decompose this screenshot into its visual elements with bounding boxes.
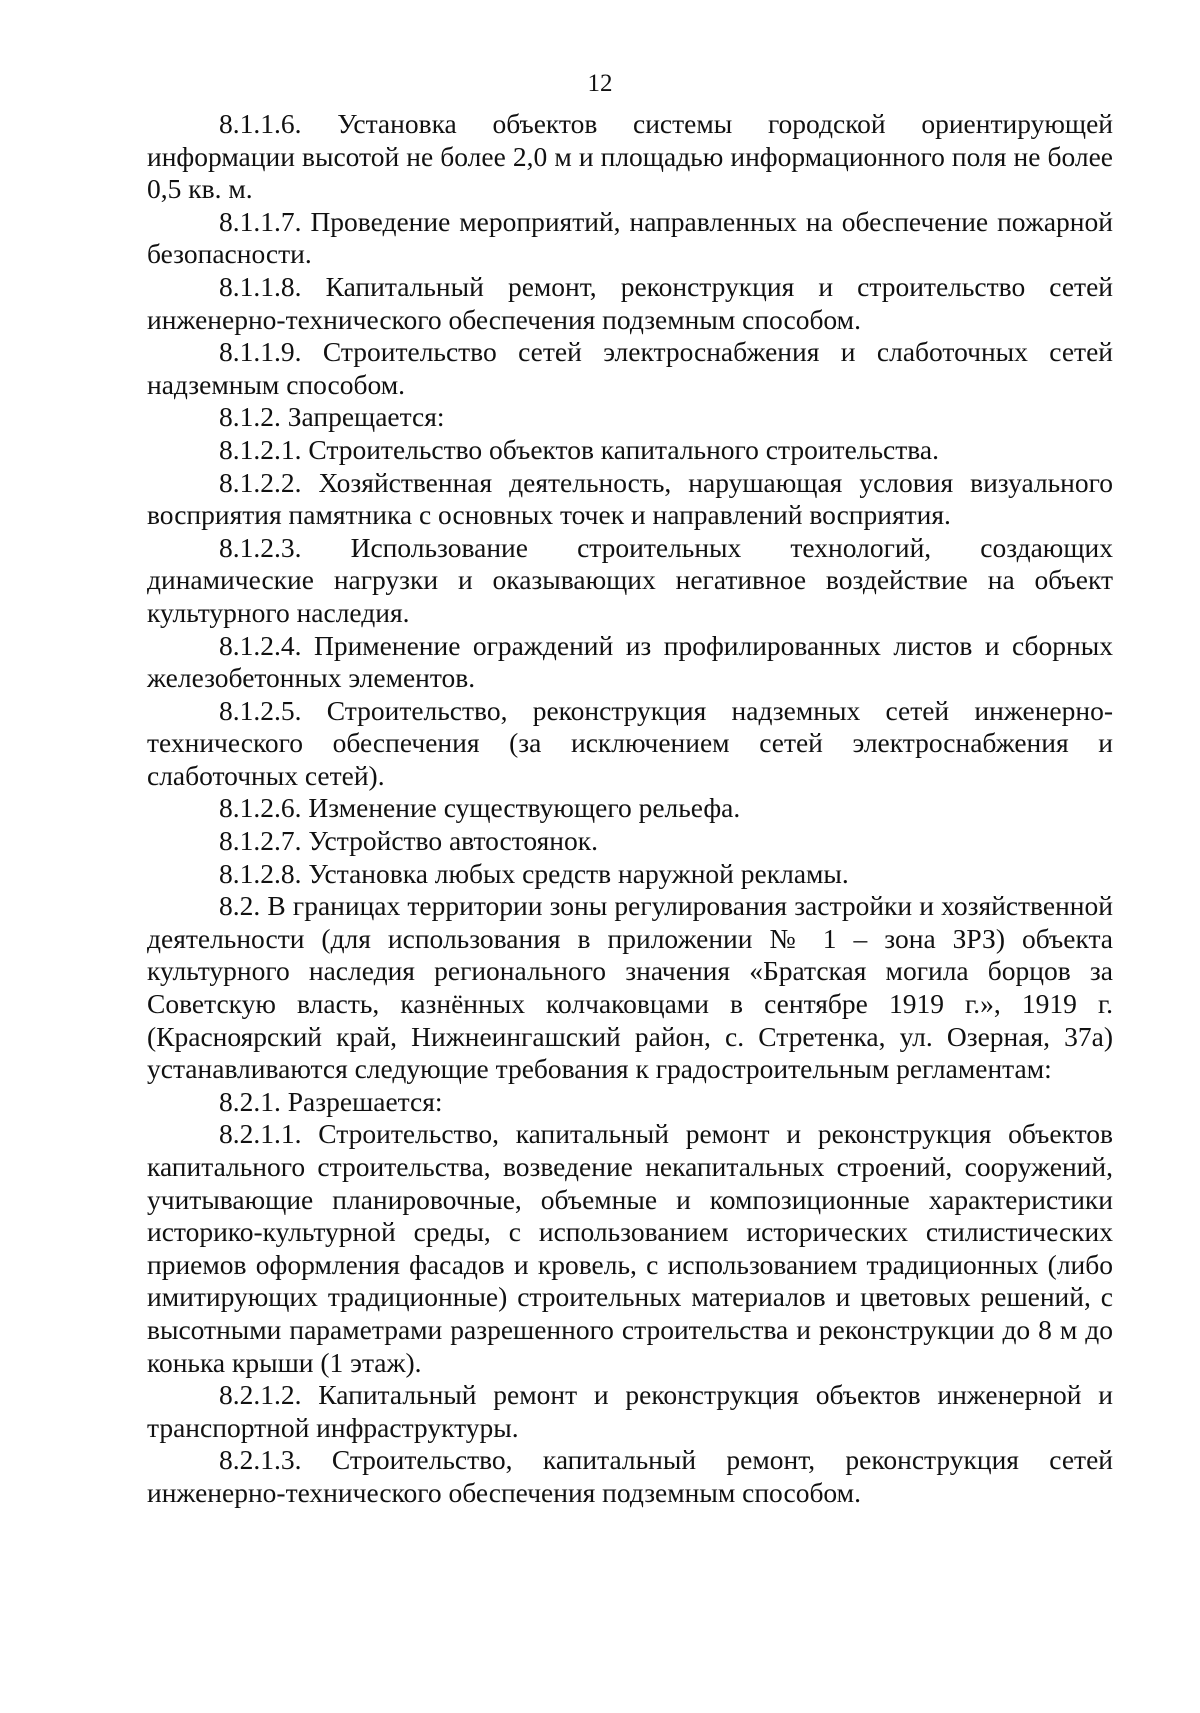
paragraph-8-2: 8.2. В границах территории зоны регулирования застройки и хозяйственной деятельности (для использования в приложении № 1 – зона ЗРЗ) объекта культурного наследия регионального значения «Братская могила борцов за Советскую власть, казнённых колчаковцами в сентябре 1919 г.», 1919 г. (Красноярский край, Нижнеингашский район, с. Стретенка, ул. Озерная, 37а) устанавливаются следующие требования к градостроительным регламентам: [147, 890, 1113, 1085]
paragraph-8-1-2-7: 8.1.2.7. Устройство автостоянок. [219, 825, 598, 857]
paragraph-8-2-1-2: 8.2.1.2. Капитальный ремонт и реконструкция объектов инженерной и транспортной инфраструктуры. [147, 1379, 1113, 1443]
paragraph-8-1-1-8: 8.1.1.8. Капитальный ремонт, реконструкция и строительство сетей инженерно-технического обеспечения подземным способом. [147, 270, 1113, 335]
paragraph-8-2-1-1: 8.2.1.1. Строительство, капитальный ремонт и реконструкция объектов капитального строительства, возведение некапитальных строений, сооружений, учитывающие планировочные, объемные и композиционные характеристики историко-культурной среды, с использованием исторических стилистических приемов оформления фасадов и кровель, с использованием традиционных (либо имитирующих традиционные) строительных материалов и цветовых решений, с высотными параметрами разрешенного строительства и реконструкции до 8 м до конька крыши (1 этаж). [147, 1118, 1113, 1378]
paragraph-8-1-2-3: 8.1.2.3. Использование строительных технологий, создающих динамические нагрузки и оказывающих негативное воздействие на объект культурного наследия. [147, 531, 1113, 628]
paragraph-8-1-1-6: 8.1.1.6. Установка объектов системы городской ориентирующей информации высотой не более 2,0 м и площадью информационного поля не более 0,5 кв. м. [147, 108, 1113, 205]
paragraph-8-1-2-6: 8.1.2.6. Изменение существующего рельефа. [219, 792, 741, 824]
page-number: 12 [587, 70, 613, 97]
paragraph-8-1-2-1: 8.1.2.1. Строительство объектов капитального строительства. [219, 433, 939, 465]
paragraph-8-1-2: 8.1.2. Запрещается: [219, 401, 445, 433]
paragraph-8-1-2-8: 8.1.2.8. Установка любых средств наружной рекламы. [219, 857, 849, 889]
paragraph-8-1-2-4: 8.1.2.4. Применение ограждений из профилированных листов и сборных железобетонных элементов. [147, 629, 1113, 694]
document-body [147, 108, 1113, 1510]
paragraph-8-2-1: 8.2.1. Разрешается: [219, 1085, 443, 1117]
paragraph-8-1-2-5: 8.1.2.5. Строительство, реконструкция надземных сетей инженерно-технического обеспечения (за исключением сетей электроснабжения и слаботочных сетей). [147, 694, 1113, 791]
paragraph-8-1-2-2: 8.1.2.2. Хозяйственная деятельность, нарушающая условия визуального восприятия памятника с основных точек и направлений восприятия. [147, 466, 1113, 531]
paragraph-8-2-1-3: 8.2.1.3. Строительство, капитальный ремонт, реконструкция сетей инженерно-технического обеспечения подземным способом. [147, 1444, 1113, 1508]
paragraph-8-1-1-7: 8.1.1.7. Проведение мероприятий, направленных на обеспечение пожарной безопасности. [147, 205, 1113, 270]
paragraph-8-1-1-9: 8.1.1.9. Строительство сетей электроснабжения и слаботочных сетей надземным способом. [147, 336, 1113, 400]
